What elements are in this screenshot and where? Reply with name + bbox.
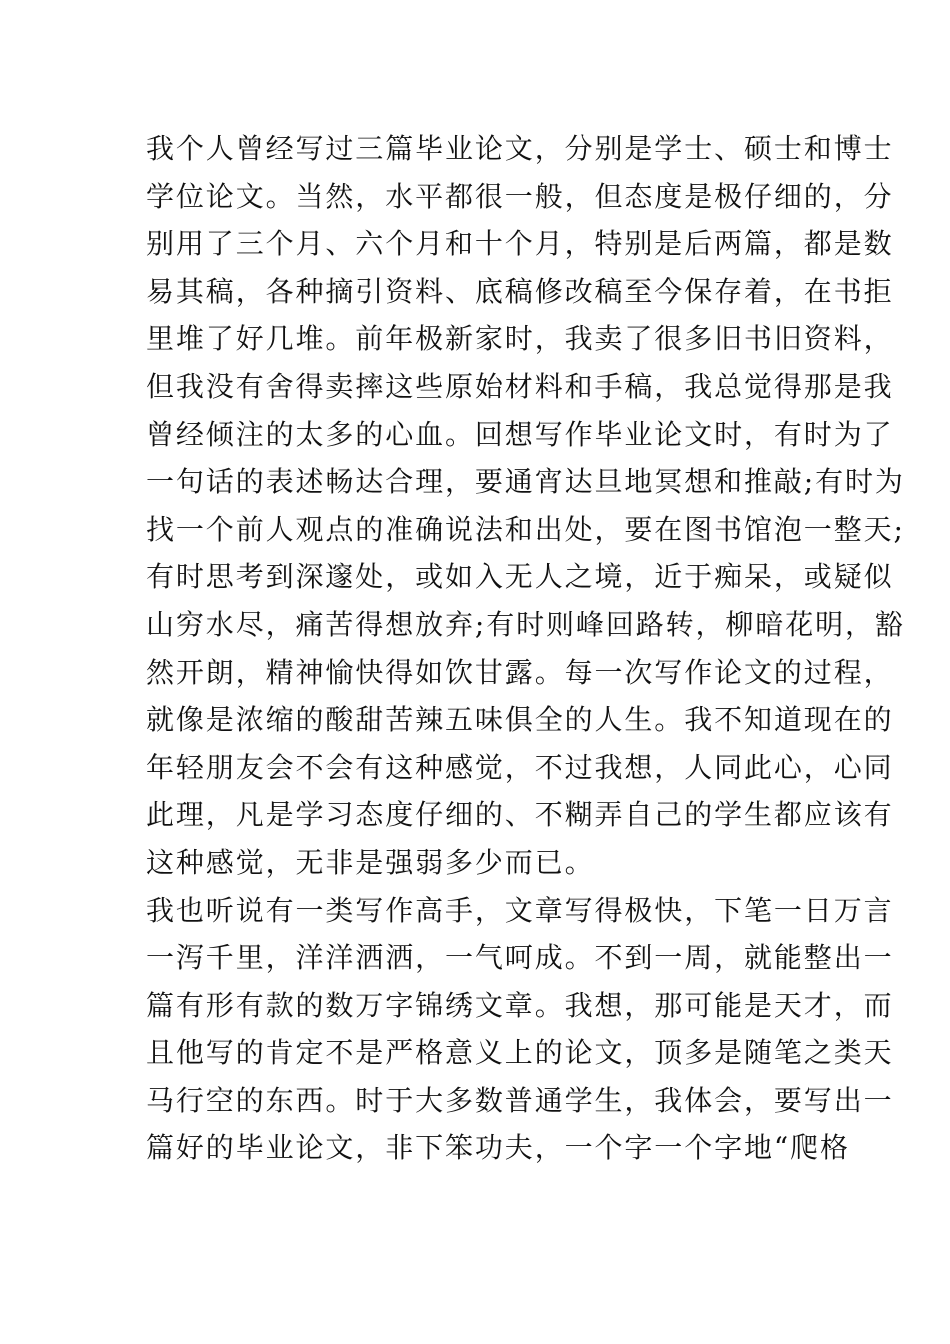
paragraph-1 [146,125,905,887]
text-line: 我个人曾经写过三篇毕业论文，分别是学士、硕士和博士 [146,132,894,165]
text-line: 学位论文。当然，水平都很一般，但态度是极仔细的，分 [146,179,894,213]
text-line: 此理，凡是学习态度仔细的、不糊弄自己的学生都应该有 [146,798,894,832]
text-line: 年轻朋友会不会有这种感觉，不过我想，人同此心，心同 [146,750,894,784]
text-line: 一泻千里，洋洋洒洒，一气呵成。不到一周，就能整出一 [146,941,894,975]
text-line: 曾经倾注的太多的心血。回想写作毕业论文时，有时为了 [146,417,894,451]
text-line: 篇好的毕业论文，非下笨功夫，一个字一个字地“爬格 [146,1131,850,1165]
document-body [146,125,905,1172]
text-line: 里堆了好几堆。前年极新家时，我卖了很多旧书旧资料， [146,322,894,356]
text-line: 但我没有舍得卖摔这些原始材料和手稿，我总觉得那是我 [146,369,894,403]
text-line: 山穷水尽，痛苦得想放弃;有时则峰回路转，柳暗花明，豁 [146,607,905,641]
text-line: 一句话的表述畅达合理，要通宵达旦地冥想和推敲;有时为 [146,465,905,499]
text-line: 然开朗，精神愉快得如饮甘露。每一次写作论文的过程， [146,655,894,689]
text-line: 我也听说有一类写作高手，文章写得极快，下笔一日万言 [146,893,894,927]
paragraph-2 [146,887,894,1173]
text-line: 篇有形有款的数万字锦绣文章。我想，那可能是天才，而 [146,988,894,1022]
text-line: 有时思考到深邃处，或如入无人之境，近于痴呆，或疑似 [146,560,894,594]
text-line: 就像是浓缩的酸甜苦辣五味俱全的人生。我不知道现在的 [146,703,894,737]
text-line: 且他写的肯定不是严格意义上的论文，顶多是随笔之类天 [146,1036,894,1070]
text-line: 找一个前人观点的准确说法和出处，要在图书馆泡一整天; [146,512,905,546]
text-line: 马行空的东西。时于大多数普通学生，我体会，要写出一 [146,1083,894,1117]
text-line: 易其稿，各种摘引资料、底稿修改稿至今保存着，在书拒 [146,274,894,308]
text-line: 别用了三个月、六个月和十个月，特别是后两篇，都是数 [146,227,894,261]
text-line: 这种感觉，无非是强弱多少而已。 [146,845,595,879]
